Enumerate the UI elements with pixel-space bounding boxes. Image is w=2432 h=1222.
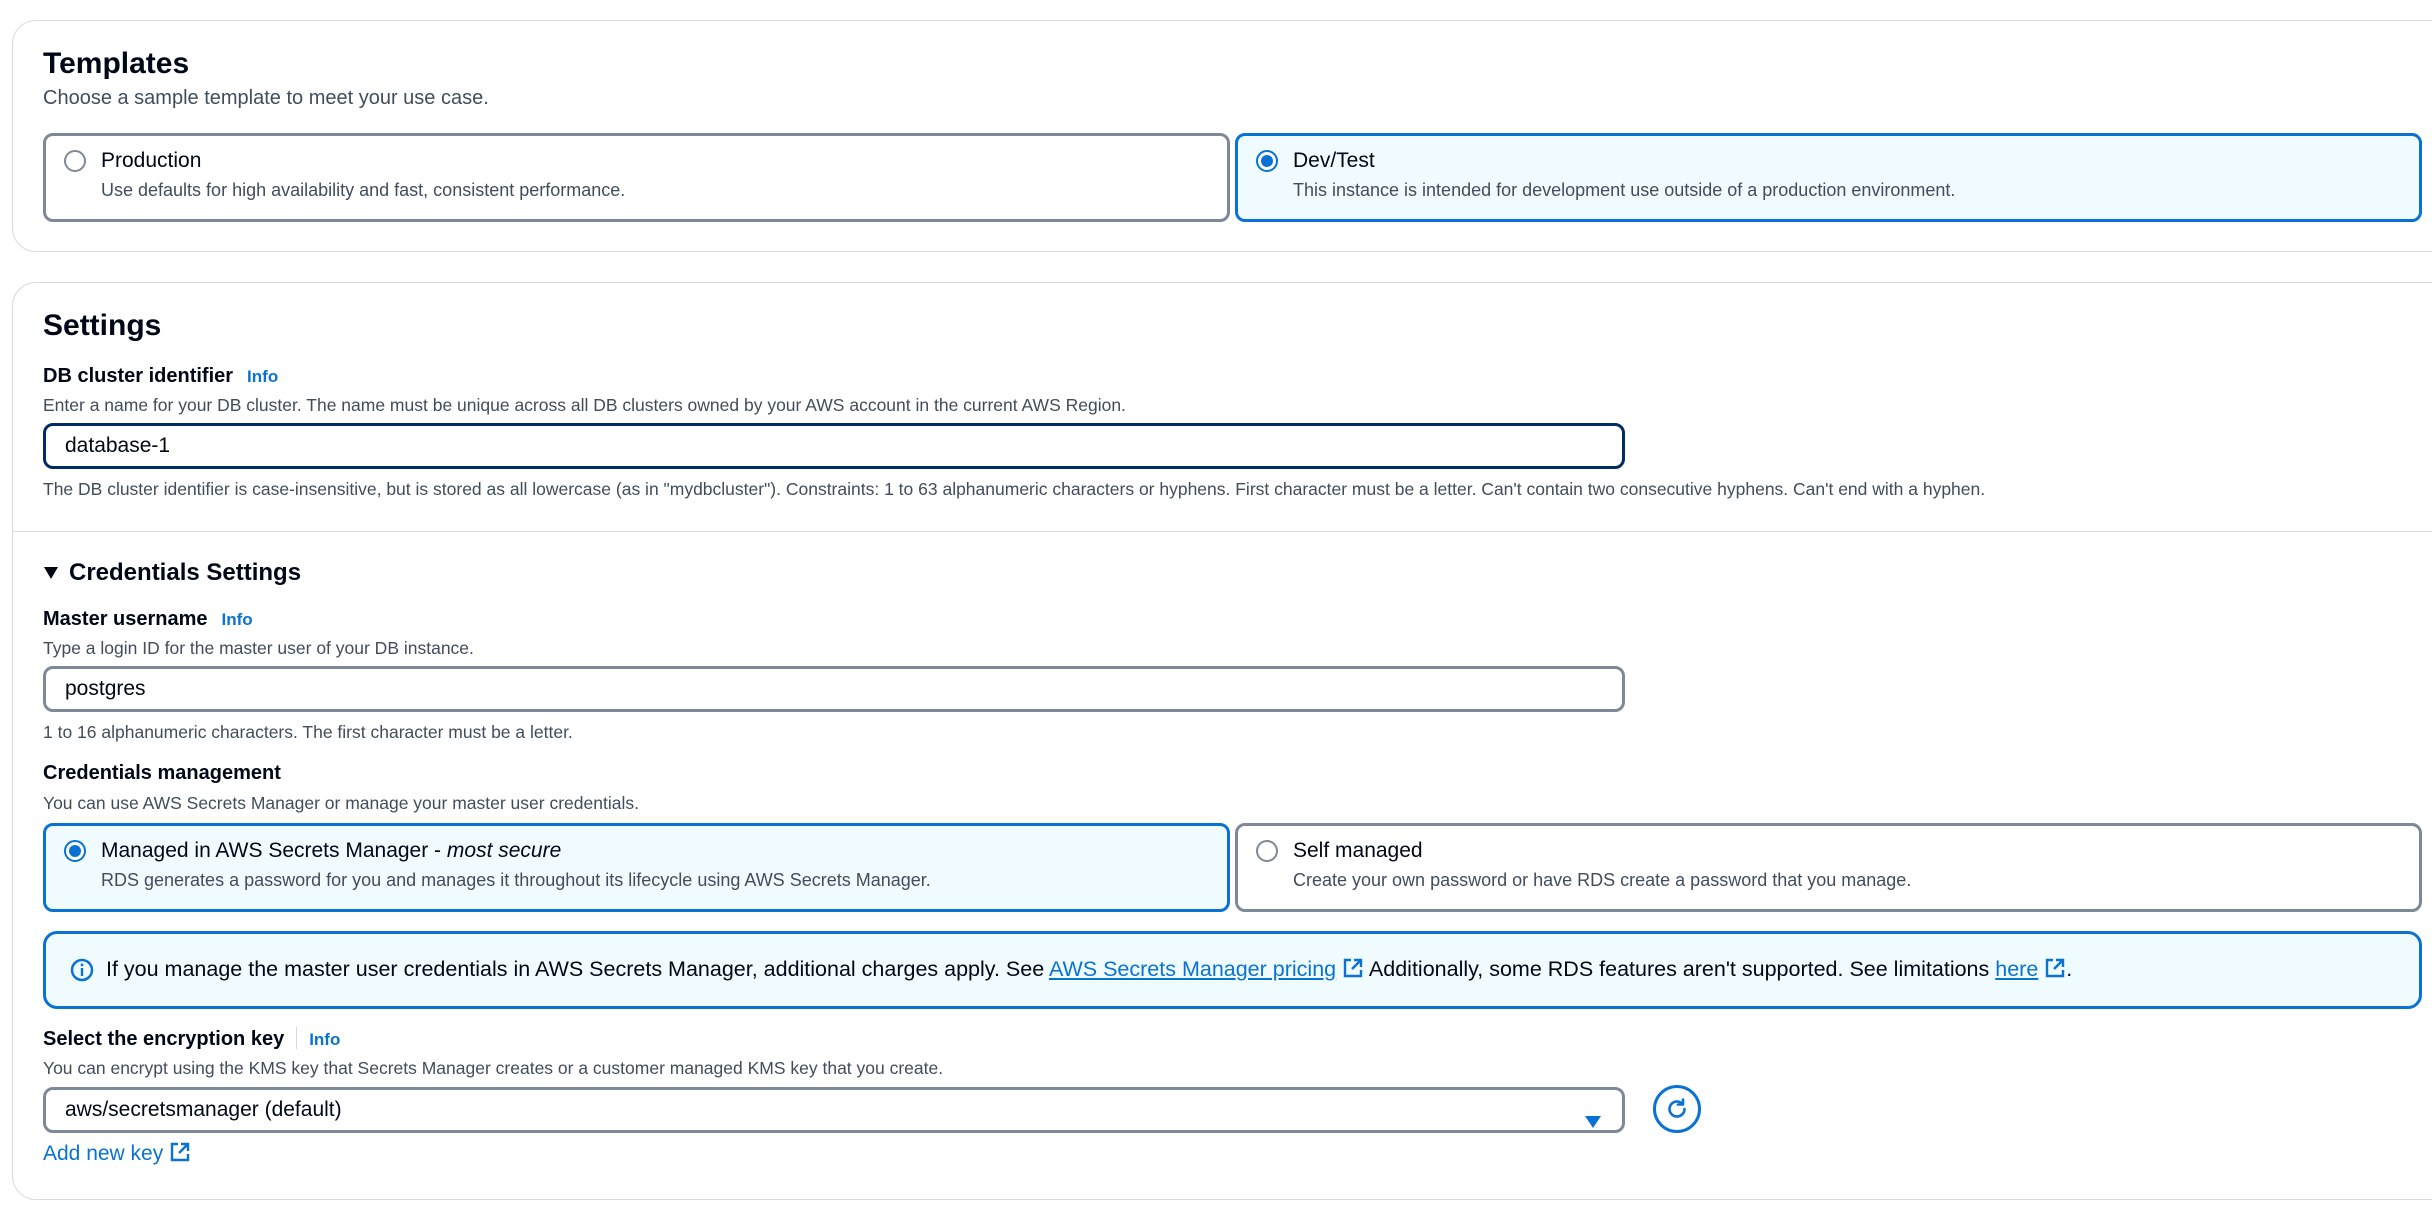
managed-secrets-radio[interactable] xyxy=(64,840,86,862)
alert-text-before: If you manage the master user credentials in AWS Secrets Manager, additional charges apply. See xyxy=(106,957,1049,981)
managed-secrets-description: RDS generates a password for you and manages it throughout its lifecycle using AWS Secrets Manager. xyxy=(101,870,931,890)
managed-secrets-title-em: most secure xyxy=(446,839,562,862)
refresh-icon xyxy=(1665,1097,1689,1126)
external-link-icon xyxy=(1342,957,1364,985)
external-link-icon xyxy=(169,1141,191,1169)
managed-secrets-title xyxy=(101,839,561,863)
credentials-settings-title: Credentials Settings xyxy=(69,559,302,586)
secrets-manager-pricing-link[interactable]: AWS Secrets Manager pricing xyxy=(1048,957,1337,981)
master-username-info-link[interactable]: Info xyxy=(221,610,253,629)
credentials-management-label: Credentials management xyxy=(43,762,281,784)
devtest-radio[interactable] xyxy=(1256,150,1278,172)
managed-secrets-title-main: Managed in AWS Secrets Manager - xyxy=(101,839,447,862)
cluster-id-label xyxy=(43,365,278,388)
credentials-settings-toggle[interactable] xyxy=(43,559,301,587)
self-managed-title: Self managed xyxy=(1293,839,1423,862)
cluster-id-description: Enter a name for your DB cluster. The name must be unique across all DB clusters owned by your AWS account in the current AWS Region. xyxy=(43,395,1126,415)
encryption-key-select[interactable] xyxy=(43,1087,1625,1133)
encryption-key-description: You can encrypt using the KMS key that Secrets Manager creates or a customer managed KMS key that you create. xyxy=(43,1058,944,1078)
managed-secrets-option[interactable] xyxy=(43,823,1230,912)
external-link-icon xyxy=(2044,957,2066,985)
encryption-key-selected-value: aws/secretsmanager (default) xyxy=(65,1098,342,1121)
settings-title: Settings xyxy=(43,309,162,342)
cluster-id-constraint: The DB cluster identifier is case-insensitive, but is stored as all lowercase (as in "mydbcluster"). Constraints: 1 to 63 alphanumeric characters or hyphens. First character must be a letter. Can't contain two consecutive hyphens. Can't end with a hyphen. xyxy=(43,479,1986,499)
master-username-constraint: 1 to 16 alphanumeric characters. The first character must be a letter. xyxy=(43,722,573,742)
alert-text xyxy=(106,957,2072,985)
refresh-button[interactable] xyxy=(1653,1085,1701,1133)
encryption-key-info-link[interactable]: Info xyxy=(309,1030,341,1049)
master-username-input[interactable]: postgres xyxy=(43,666,1625,712)
production-description: Use defaults for high availability and fast, consistent performance. xyxy=(101,180,626,200)
production-title: Production xyxy=(101,149,202,172)
devtest-description: This instance is intended for development use outside of a production environment. xyxy=(1293,180,1956,200)
templates-panel xyxy=(12,20,2432,252)
caret-down-icon xyxy=(1584,1103,1602,1143)
templates-description: Choose a sample template to meet your use case. xyxy=(43,87,489,109)
alert-text-end: . xyxy=(2066,957,2073,981)
alert-text-middle: Additionally, some RDS features aren't supported. See limitations xyxy=(1364,957,1996,981)
secrets-manager-alert xyxy=(43,931,2422,1009)
credentials-management-description: You can use AWS Secrets Manager or manage your master user credentials. xyxy=(43,793,639,813)
label-separator xyxy=(296,1027,297,1049)
self-managed-description: Create your own password or have RDS create a password that you manage. xyxy=(1293,870,1912,890)
master-username-label xyxy=(43,608,253,631)
encryption-key-label xyxy=(43,1027,340,1051)
production-radio[interactable] xyxy=(64,150,86,172)
master-username-description: Type a login ID for the master user of your DB instance. xyxy=(43,638,474,658)
template-devtest-option[interactable] xyxy=(1235,133,2422,222)
encryption-key-label-text: Select the encryption key xyxy=(43,1028,285,1050)
settings-panel xyxy=(12,282,2432,1200)
self-managed-option[interactable] xyxy=(1235,823,2422,912)
caret-down-icon xyxy=(43,559,59,587)
add-new-key-text: Add new key xyxy=(43,1142,164,1165)
limitations-here-link[interactable]: here xyxy=(1995,957,2039,981)
master-username-label-text: Master username xyxy=(43,608,208,630)
devtest-title: Dev/Test xyxy=(1293,149,1375,172)
cluster-id-info-link[interactable]: Info xyxy=(247,367,279,386)
template-production-option[interactable] xyxy=(43,133,1230,222)
section-divider xyxy=(13,531,2432,532)
add-new-key-link[interactable] xyxy=(43,1141,191,1169)
templates-title: Templates xyxy=(43,47,190,80)
cluster-id-label-text: DB cluster identifier xyxy=(43,365,234,387)
self-managed-radio[interactable] xyxy=(1256,840,1278,862)
info-circle-icon xyxy=(70,958,94,987)
cluster-id-input[interactable]: database-1 xyxy=(43,423,1625,469)
